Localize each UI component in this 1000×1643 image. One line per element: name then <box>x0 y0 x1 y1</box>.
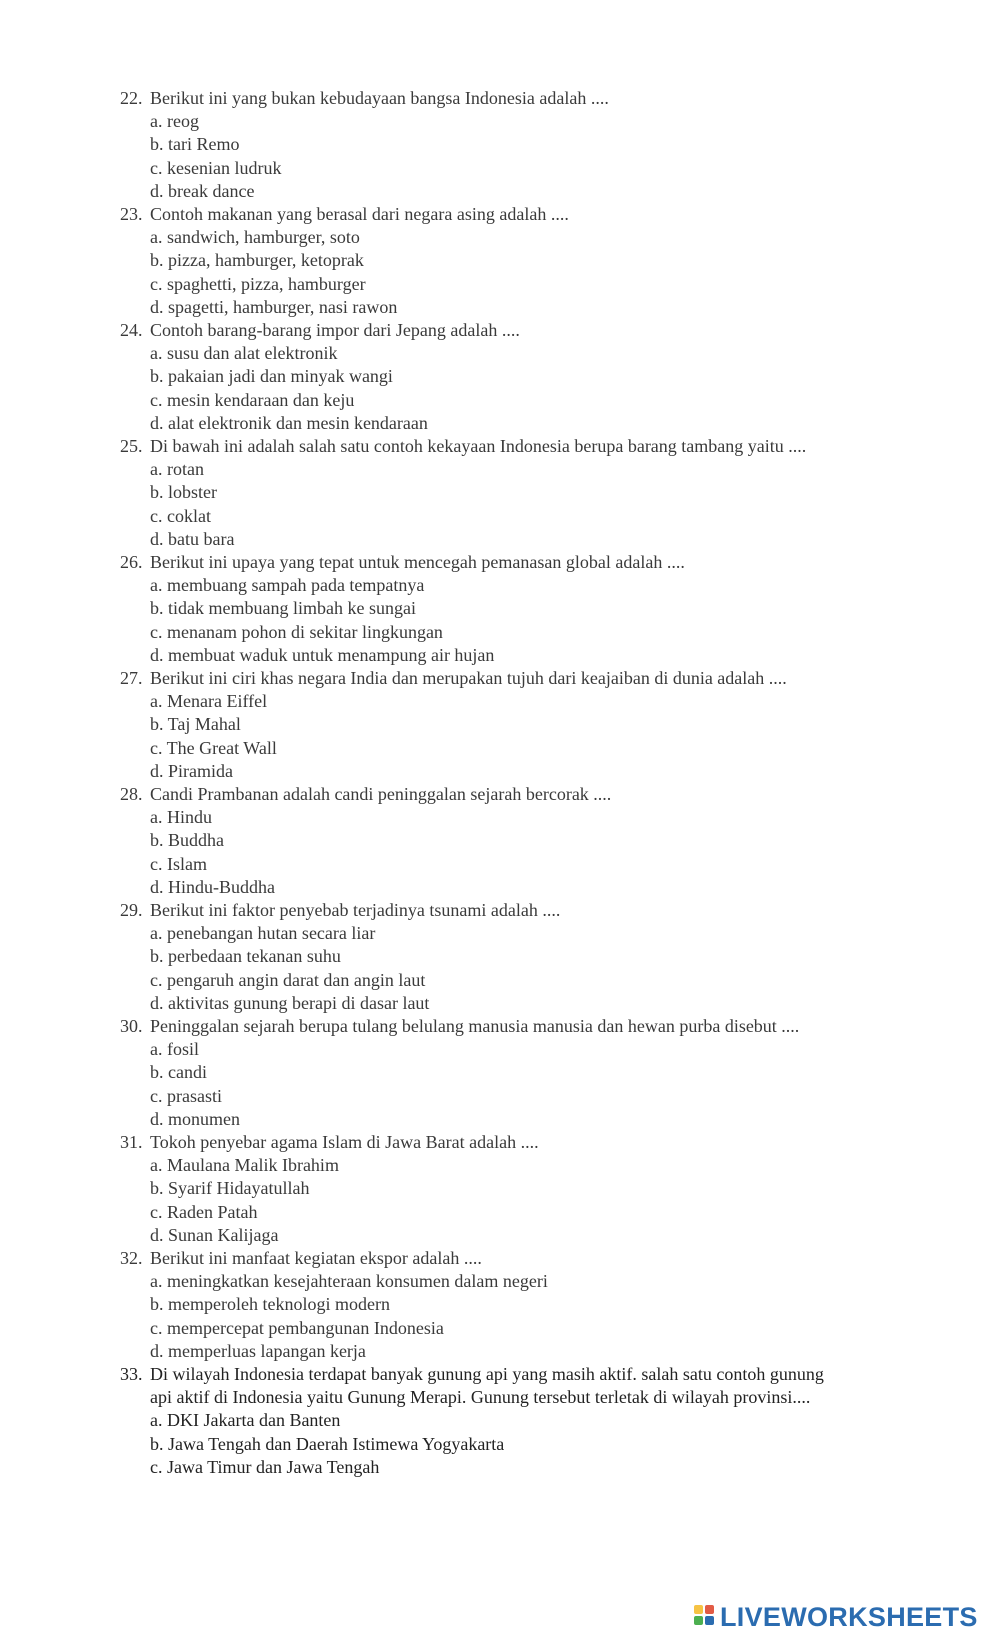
answer-option[interactable]: a. sandwich, hamburger, soto <box>150 227 360 247</box>
question-text: Berikut ini yang bukan kebudayaan bangsa Indonesia adalah .... <box>150 88 609 108</box>
question-number: 31. <box>120 1132 143 1152</box>
answer-option[interactable]: a. meningkatkan kesejahteraan konsumen dalam negeri <box>150 1271 548 1291</box>
answer-option[interactable]: b. tidak membuang limbah ke sungai <box>150 598 416 618</box>
answer-option[interactable]: b. candi <box>150 1062 207 1082</box>
question-stem <box>120 782 910 806</box>
question-number: 25. <box>120 436 143 456</box>
question-number: 28. <box>120 784 143 804</box>
answer-option[interactable]: b. pakaian jadi dan minyak wangi <box>150 366 393 386</box>
answer-option[interactable]: d. alat elektronik dan mesin kendaraan <box>150 413 428 433</box>
question-number: 24. <box>120 320 143 340</box>
question-stem <box>120 1362 910 1386</box>
question-stem <box>120 1130 910 1154</box>
question-stem <box>120 434 910 458</box>
answer-option[interactable]: b. tari Remo <box>150 134 240 154</box>
question-text: Berikut ini faktor penyebab terjadinya tsunami adalah .... <box>150 900 561 920</box>
question-text-line2: api aktif di Indonesia yaitu Gunung Merapi. Gunung tersebut terletak di wilayah provinsi.... <box>150 1387 811 1407</box>
answer-option[interactable]: a. susu dan alat elektronik <box>150 343 338 363</box>
logo-grid-icon <box>694 1605 716 1629</box>
question-stem <box>120 1246 910 1270</box>
question-text: Contoh barang-barang impor dari Jepang adalah .... <box>150 320 520 340</box>
answer-option[interactable]: c. pengaruh angin darat dan angin laut <box>150 970 426 990</box>
question-number: 22. <box>120 88 143 108</box>
answer-option[interactable]: a. rotan <box>150 459 204 479</box>
answer-option[interactable]: c. Islam <box>150 854 207 874</box>
answer-option[interactable]: d. Sunan Kalijaga <box>150 1225 279 1245</box>
question-stem <box>120 898 910 922</box>
logo-text: LIVEWORKSHEETS <box>720 1601 978 1632</box>
answer-option[interactable]: c. coklat <box>150 506 211 526</box>
question-text: Contoh makanan yang berasal dari negara asing adalah .... <box>150 204 569 224</box>
question-text: Di bawah ini adalah salah satu contoh kekayaan Indonesia berupa barang tambang yaitu .... <box>150 436 807 456</box>
answer-option[interactable]: b. Taj Mahal <box>150 714 241 734</box>
question-number: 29. <box>120 900 143 920</box>
answer-option[interactable]: b. Jawa Tengah dan Daerah Istimewa Yogyakarta <box>150 1434 505 1454</box>
answer-option[interactable]: d. membuat waduk untuk menampung air hujan <box>150 645 495 665</box>
answer-option[interactable]: d. Piramida <box>150 761 233 781</box>
question-stem <box>120 318 910 342</box>
question-stem <box>120 86 910 110</box>
answer-option[interactable]: a. DKI Jakarta dan Banten <box>150 1410 341 1430</box>
answer-option[interactable]: a. penebangan hutan secara liar <box>150 923 376 943</box>
answer-option[interactable]: d. spagetti, hamburger, nasi rawon <box>150 297 398 317</box>
question-number: 26. <box>120 552 143 572</box>
answer-option[interactable]: a. reog <box>150 111 199 131</box>
answer-option[interactable]: b. pizza, hamburger, ketoprak <box>150 250 364 270</box>
question-number: 33. <box>120 1364 143 1384</box>
answer-option[interactable]: a. Hindu <box>150 807 212 827</box>
answer-option[interactable]: b. Syarif Hidayatullah <box>150 1178 310 1198</box>
answer-option[interactable]: c. menanam pohon di sekitar lingkungan <box>150 622 443 642</box>
question-text: Berikut ini ciri khas negara India dan merupakan tujuh dari keajaiban di dunia adalah .... <box>150 668 787 688</box>
answer-option[interactable]: c. mesin kendaraan dan keju <box>150 390 355 410</box>
question-stem <box>120 666 910 690</box>
question-stem <box>120 1014 910 1038</box>
answer-option[interactable]: d. Hindu-Buddha <box>150 877 275 897</box>
answer-option[interactable]: b. perbedaan tekanan suhu <box>150 946 341 966</box>
answer-option[interactable]: c. mempercepat pembangunan Indonesia <box>150 1318 444 1338</box>
answer-option[interactable]: a. Menara Eiffel <box>150 691 268 711</box>
answer-option[interactable]: d. batu bara <box>150 529 235 549</box>
answer-option[interactable]: c. prasasti <box>150 1086 222 1106</box>
answer-option[interactable]: b. lobster <box>150 482 217 502</box>
question-stem <box>120 202 910 226</box>
answer-option[interactable]: b. Buddha <box>150 830 224 850</box>
answer-option[interactable]: c. Jawa Timur dan Jawa Tengah <box>150 1457 380 1477</box>
answer-option[interactable]: c. kesenian ludruk <box>150 158 282 178</box>
answer-option[interactable]: a. fosil <box>150 1039 199 1059</box>
question-text: Tokoh penyebar agama Islam di Jawa Barat adalah .... <box>150 1132 539 1152</box>
question-text-line1: Di wilayah Indonesia terdapat banyak gunung api yang masih aktif. salah satu contoh gunung <box>150 1364 824 1384</box>
answer-option[interactable]: a. Maulana Malik Ibrahim <box>150 1155 339 1175</box>
answer-option[interactable]: c. spaghetti, pizza, hamburger <box>150 274 366 294</box>
question-number: 32. <box>120 1248 143 1268</box>
answer-option[interactable]: d. monumen <box>150 1109 240 1129</box>
question-text: Berikut ini manfaat kegiatan ekspor adalah .... <box>150 1248 482 1268</box>
question-text: Berikut ini upaya yang tepat untuk mencegah pemanasan global adalah .... <box>150 552 685 572</box>
answer-option[interactable]: c. Raden Patah <box>150 1202 258 1222</box>
answer-option[interactable]: d. aktivitas gunung berapi di dasar laut <box>150 993 430 1013</box>
answer-option[interactable]: b. memperoleh teknologi modern <box>150 1294 390 1314</box>
question-text: Candi Prambanan adalah candi peninggalan sejarah bercorak .... <box>150 784 612 804</box>
question-number: 30. <box>120 1016 143 1036</box>
question-stem <box>120 550 910 574</box>
question-number: 27. <box>120 668 143 688</box>
liveworksheets-logo <box>694 1602 978 1632</box>
answer-option[interactable]: c. The Great Wall <box>150 738 277 758</box>
question-number: 23. <box>120 204 143 224</box>
answer-option[interactable]: d. break dance <box>150 181 255 201</box>
answer-option[interactable]: a. membuang sampah pada tempatnya <box>150 575 425 595</box>
question-text: Peninggalan sejarah berupa tulang belulang manusia manusia dan hewan purba disebut .... <box>150 1016 800 1036</box>
answer-option[interactable]: d. memperluas lapangan kerja <box>150 1341 366 1361</box>
